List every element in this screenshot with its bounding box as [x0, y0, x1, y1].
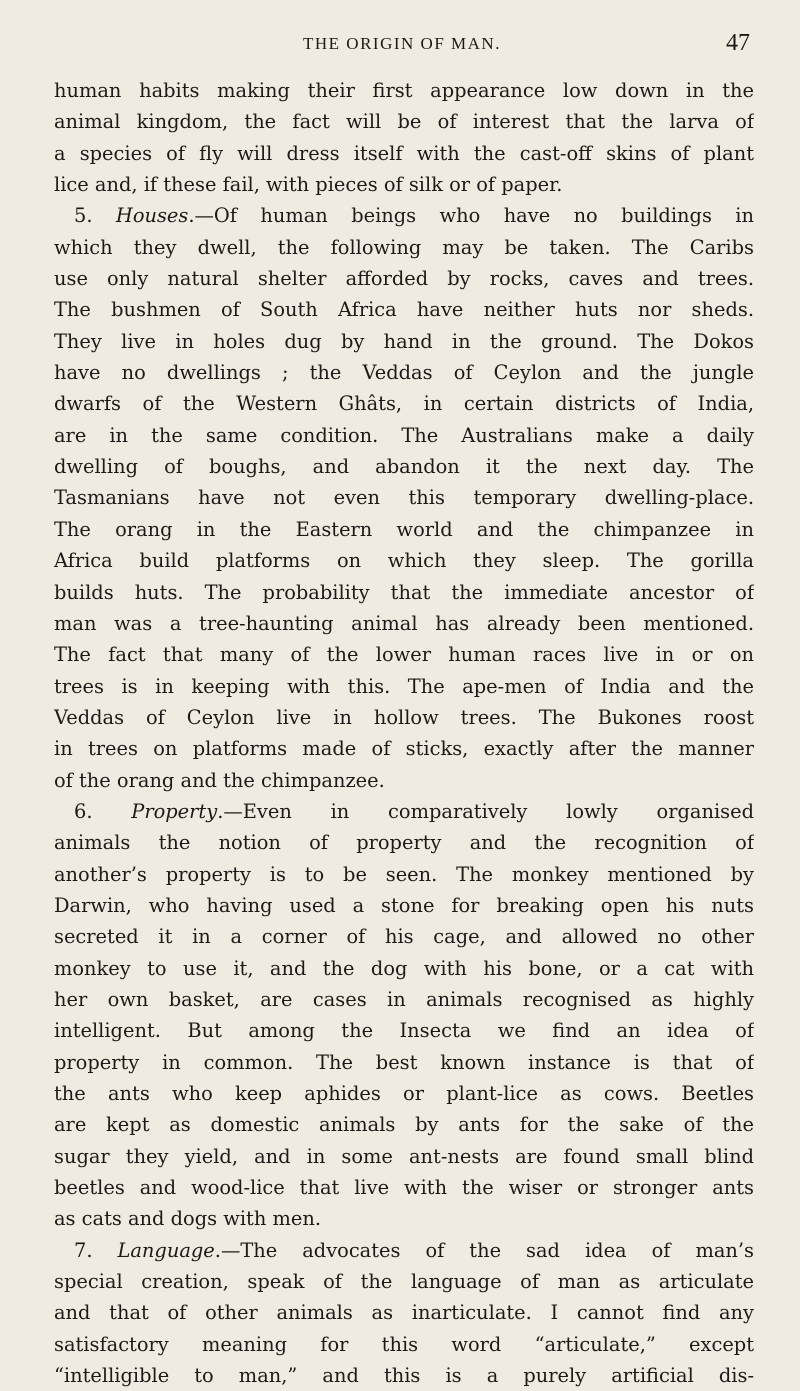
body-text	[54, 75, 754, 1391]
text-run: animals the notion of property and the recognition of	[54, 831, 754, 855]
text-run: special creation, speak of the language of man as articulate	[54, 1270, 754, 1294]
text-line	[54, 1266, 754, 1297]
text-run: the ants who keep aphides or plant-lice as cows. Beetles	[54, 1082, 754, 1105]
text-run: a species of fly will dress itself with the cast-off skins of plant	[54, 141, 754, 165]
text-run: use only natural shelter afforded by rocks, caves and trees.	[54, 267, 754, 291]
text-line	[54, 671, 754, 702]
text-run: intelligent. But among the Insecta we find an idea of	[54, 1019, 754, 1043]
section-heading: Language	[117, 1238, 215, 1262]
text-line	[54, 482, 754, 513]
text-run: Africa build platforms on which they sleep. The gorilla	[54, 549, 754, 573]
text-run: man was a tree-haunting animal has already been mentioned.	[54, 611, 754, 635]
page-number: 47	[726, 30, 750, 56]
text-run: They live in holes dug by hand in the ground. The Dokos	[54, 329, 754, 353]
text-run: monkey to use it, and the dog with his bone, or a cat with	[54, 956, 754, 980]
text-run: builds huts. The probability that the immediate ancestor of	[54, 580, 754, 604]
text-run: and that of other animals as inarticulate. I cannot find any	[54, 1301, 754, 1325]
text-line	[54, 796, 754, 827]
text-line	[54, 702, 754, 733]
text-run: “intelligible to man,” and this is a purely artificial dis-	[54, 1364, 754, 1388]
text-run: have no dwellings ; the Veddas of Ceylon and the jungle	[54, 361, 754, 385]
text-run: satisfactory meaning for this word “articulate,” except	[54, 1332, 754, 1356]
text-line	[54, 420, 754, 451]
text-run: as cats and dogs with men.	[54, 1207, 321, 1231]
running-title: THE ORIGIN OF MAN.	[303, 34, 501, 53]
text-run: beetles and wood-lice that live with the wiser or stronger ants	[54, 1176, 754, 1200]
text-line	[54, 138, 754, 169]
section-heading: Houses	[115, 204, 189, 228]
text-line	[54, 388, 754, 419]
text-line	[54, 1235, 754, 1266]
text-line	[54, 577, 754, 608]
text-line	[54, 827, 754, 858]
text-run: Tasmanians have not even this temporary dwelling-place.	[54, 486, 754, 510]
text-line	[54, 106, 754, 137]
text-line	[54, 1047, 754, 1078]
section-heading: Property	[131, 799, 218, 823]
text-line	[54, 75, 754, 106]
text-run: dwelling of boughs, and abandon it the next day. The	[54, 455, 754, 479]
text-run: trees is in keeping with this. The ape-men of India and the	[54, 674, 754, 698]
text-run: animal kingdom, the fact will be of interest that the larva of	[54, 110, 754, 134]
text-line	[54, 451, 754, 482]
text-line	[54, 200, 754, 231]
text-run: are in the same condition. The Australians make a daily	[54, 423, 754, 447]
text-run: .—Of human beings who have no buildings in	[188, 204, 754, 228]
running-head	[54, 30, 750, 60]
text-line	[54, 921, 754, 952]
text-run: in trees on platforms made of sticks, exactly after the manner	[54, 737, 754, 761]
text-line	[54, 232, 754, 263]
text-run: secreted it in a corner of his cage, and allowed no other	[54, 925, 754, 949]
text-line	[54, 1203, 754, 1234]
text-run: .—The advocates of the sad idea of man’s	[214, 1238, 754, 1262]
text-run: 6.	[74, 799, 132, 823]
text-line	[54, 1329, 754, 1360]
text-line	[54, 639, 754, 670]
text-run: Darwin, who having used a stone for breaking open his nuts	[54, 893, 754, 917]
text-line	[54, 514, 754, 545]
text-line	[54, 733, 754, 764]
text-line	[54, 1109, 754, 1140]
text-line	[54, 1141, 754, 1172]
text-line	[54, 545, 754, 576]
text-line	[54, 608, 754, 639]
text-run: which they dwell, the following may be taken. The Caribs	[54, 235, 754, 259]
text-line	[54, 1015, 754, 1046]
text-line	[54, 1078, 754, 1109]
text-line	[54, 1297, 754, 1328]
text-run: 5.	[74, 204, 116, 228]
text-run: another’s property is to be seen. The monkey mentioned by	[54, 862, 754, 886]
text-line	[54, 169, 754, 200]
text-run: dwarfs of the Western Ghâts, in certain districts of India,	[54, 392, 754, 416]
text-run: Veddas of Ceylon live in hollow trees. The Bukones roost	[54, 705, 754, 729]
text-run: sugar they yield, and in some ant-nests are found small blind	[54, 1144, 754, 1168]
text-line	[54, 294, 754, 325]
text-line	[54, 765, 754, 796]
text-run: The orang in the Eastern world and the chimpanzee in	[54, 517, 754, 541]
text-run: The bushmen of South Africa have neither huts nor sheds.	[54, 298, 754, 322]
text-run: her own basket, are cases in animals recognised as highly	[54, 987, 754, 1011]
text-run: The fact that many of the lower human races live in or on	[54, 643, 754, 667]
text-line	[54, 984, 754, 1015]
text-run: are kept as domestic animals by ants for the sake of the	[54, 1113, 754, 1137]
text-run: of the orang and the chimpanzee.	[54, 768, 385, 792]
text-line	[54, 326, 754, 357]
text-line	[54, 953, 754, 984]
text-line	[54, 1172, 754, 1203]
text-line	[54, 890, 754, 921]
text-line	[54, 263, 754, 294]
text-line	[54, 357, 754, 388]
text-line	[54, 1360, 754, 1391]
text-line	[54, 859, 754, 890]
text-run: property in common. The best known instance is that of	[54, 1050, 754, 1074]
text-run: 7.	[74, 1238, 118, 1262]
text-run: lice and, if these fail, with pieces of silk or of paper.	[54, 173, 563, 197]
text-run: human habits making their first appearance low down in the	[54, 79, 754, 102]
text-run: .—Even in comparatively lowly organised	[217, 799, 754, 823]
